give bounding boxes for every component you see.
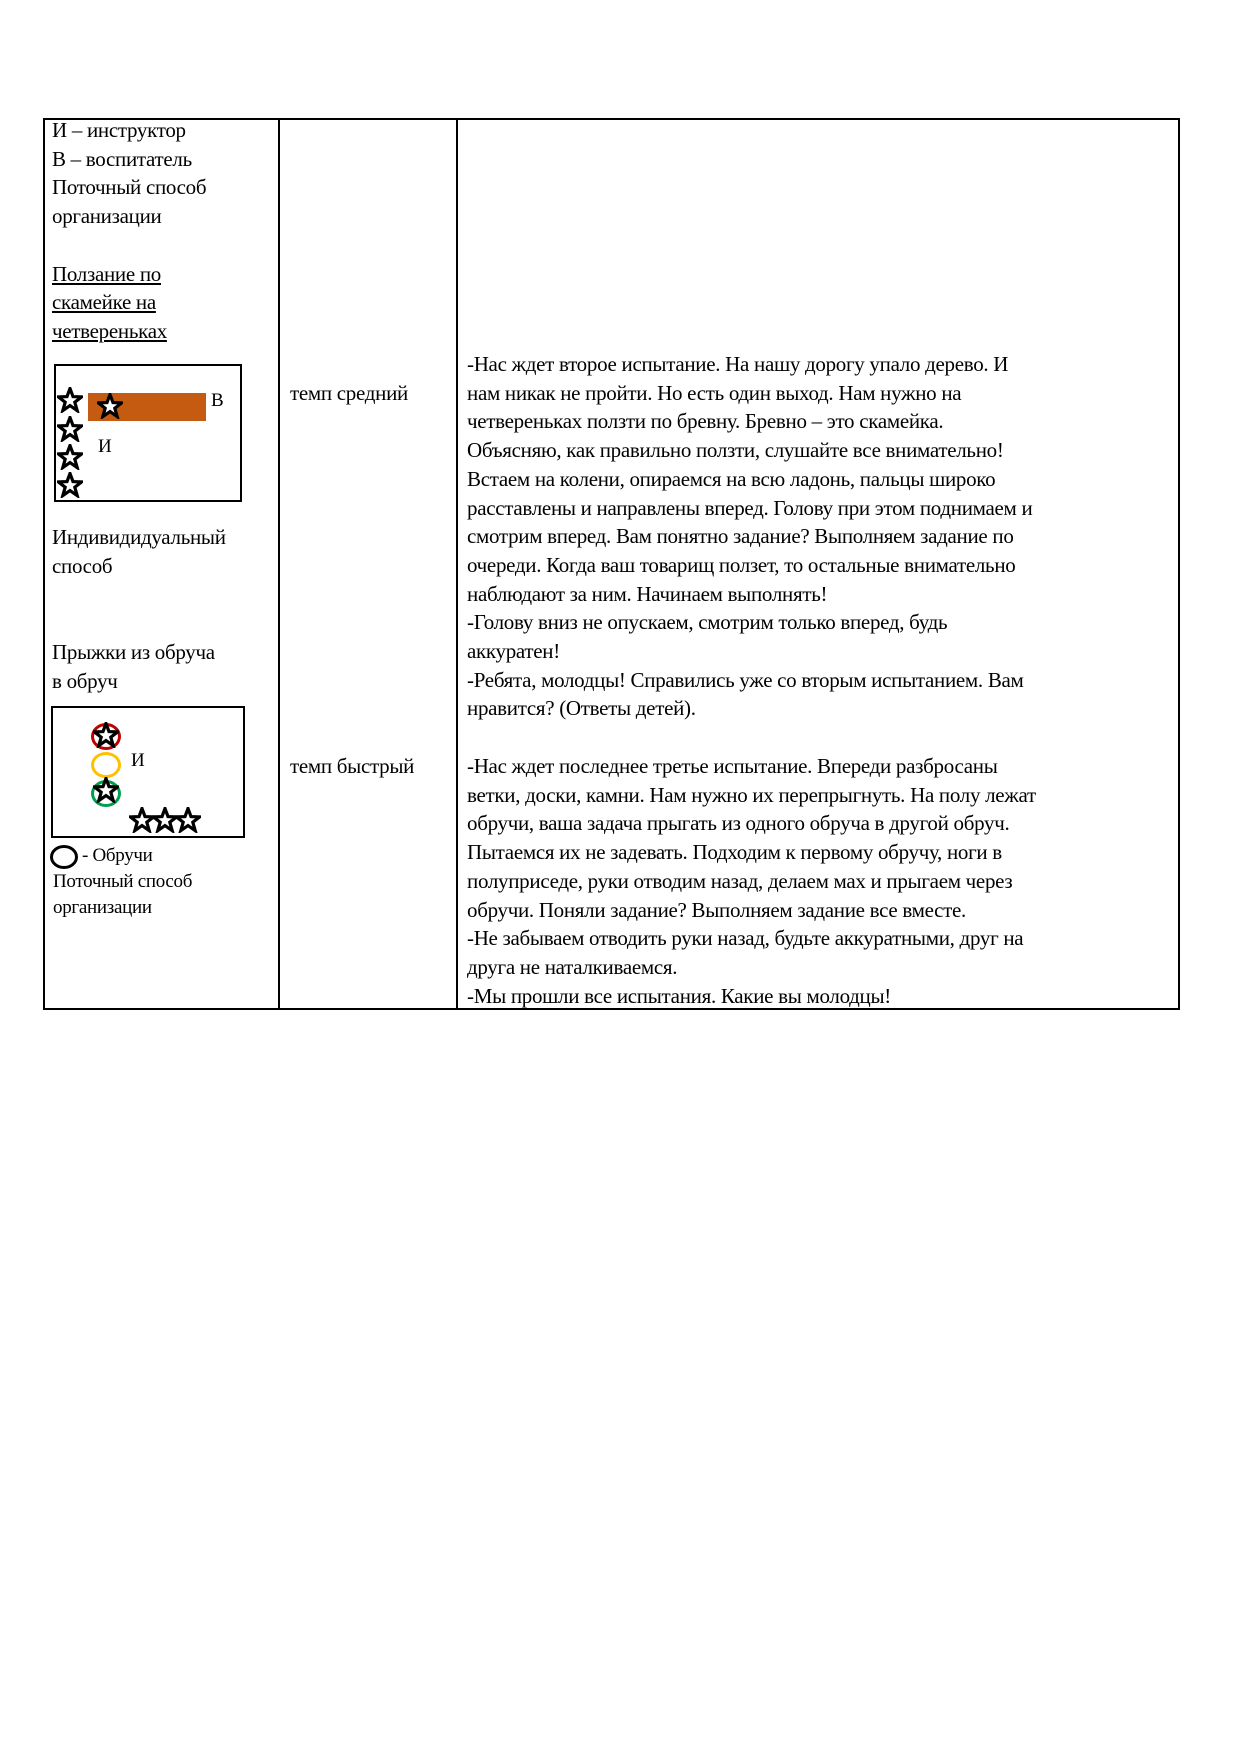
instruction-line: друга не наталкиваемся. — [467, 954, 678, 979]
child-star-icon — [175, 807, 201, 833]
instruction-line: нравится? (Ответы детей). — [467, 696, 696, 721]
instruction-line: Пытаемся их не задевать. Подходим к первому обручу, ноги в — [467, 840, 1002, 865]
exercise1-method-line2: способ — [52, 553, 113, 578]
exercise1-title-line3: четвереньках — [52, 318, 167, 343]
instructions-column — [458, 120, 1178, 1008]
instructor-label: И — [98, 436, 112, 457]
bench-crawl-diagram — [54, 364, 242, 502]
instruction-line: полуприседе, руки отводим назад, делаем мах и прыгаем через — [467, 868, 1013, 893]
exercise2-method-line2: организации — [53, 897, 152, 918]
child-star-icon — [93, 722, 119, 748]
hoop-jump-diagram — [51, 706, 245, 838]
instruction-line: -Мы прошли все испытания. Какие вы молодцы! — [467, 983, 891, 1008]
instruction-line: -Не забываем отводить руки назад, будьте аккуратными, друг на — [467, 926, 1024, 951]
child-star-icon — [93, 777, 119, 803]
exercise2-method-line1: Поточный способ — [53, 871, 193, 892]
instruction-line: Встаем на колени, опираемся на всю ладонь, пальцы широко — [467, 466, 996, 491]
lesson-plan-table — [43, 118, 1180, 1010]
legend-method-line1: Поточный способ — [52, 175, 207, 200]
tempo-column — [280, 120, 458, 1008]
exercise2-tempo: темп быстрый — [290, 754, 415, 778]
instruction-line: обручи. Поняли задание? Выполняем задание все вместе. — [467, 897, 967, 922]
instruction-line: расставлены и направлены вперед. Голову при этом поднимаем и — [467, 495, 1033, 520]
instruction-line: четвереньках ползти по бревну. Бревно – это скамейка. — [467, 409, 944, 434]
hoop-legend-icon — [50, 845, 78, 869]
instruction-line: очереди. Когда ваш товарищ ползет, то остальные внимательно — [467, 552, 1016, 577]
instruction-line: -Нас ждет второе испытание. На нашу дорогу упало дерево. И — [467, 352, 1009, 376]
instruction-line: -Голову вниз не опускаем, смотрим только вперед, будь — [467, 610, 948, 635]
exercise1-tempo: темп средний — [290, 381, 408, 405]
legend-method-line2: организации — [52, 204, 162, 229]
hoop-legend-label: - Обручи — [82, 845, 153, 866]
instruction-line: нам никак не пройти. Но есть один выход. Нам нужно на — [467, 380, 962, 405]
instruction-line: аккуратен! — [467, 639, 560, 663]
child-star-icon — [57, 416, 83, 442]
child-star-icon — [57, 387, 83, 413]
instruction-line: смотрим вперед. Вам понятно задание? Выполняем задание по — [467, 524, 1014, 549]
exercise1-title-line2: скамейке на — [52, 290, 156, 315]
legend-instructor: И – инструктор — [52, 118, 186, 142]
teacher-label: В — [211, 390, 224, 411]
legend-teacher: В – воспитатель — [52, 146, 192, 171]
instructor-label: И — [131, 750, 145, 771]
exercise2-title-line2: в обруч — [52, 668, 118, 693]
organization-column — [45, 120, 280, 1008]
child-star-icon — [57, 472, 83, 498]
instruction-line: -Ребята, молодцы! Справились уже со вторым испытанием. Вам — [467, 667, 1024, 692]
instruction-line: ветки, доски, камни. Нам нужно их перепрыгнуть. На полу лежат — [467, 782, 1036, 807]
exercise1-method-line1: Индивидидуальный — [52, 525, 226, 549]
yellow-hoop — [91, 752, 121, 778]
exercise1-title-line1: Ползание по — [52, 261, 161, 286]
instruction-line: обручи, ваша задача прыгать из одного обруча в другой обруч. — [467, 811, 1010, 836]
instruction-line: -Нас ждет последнее третье испытание. Впереди разбросаны — [467, 754, 998, 778]
child-star-icon — [57, 444, 83, 470]
instruction-line: Объясняю, как правильно ползти, слушайте все внимательно! — [467, 438, 1004, 463]
child-star-icon — [97, 393, 123, 419]
exercise2-title-line1: Прыжки из обруча — [52, 640, 215, 664]
instruction-line: наблюдают за ним. Начинаем выполнять! — [467, 581, 828, 606]
